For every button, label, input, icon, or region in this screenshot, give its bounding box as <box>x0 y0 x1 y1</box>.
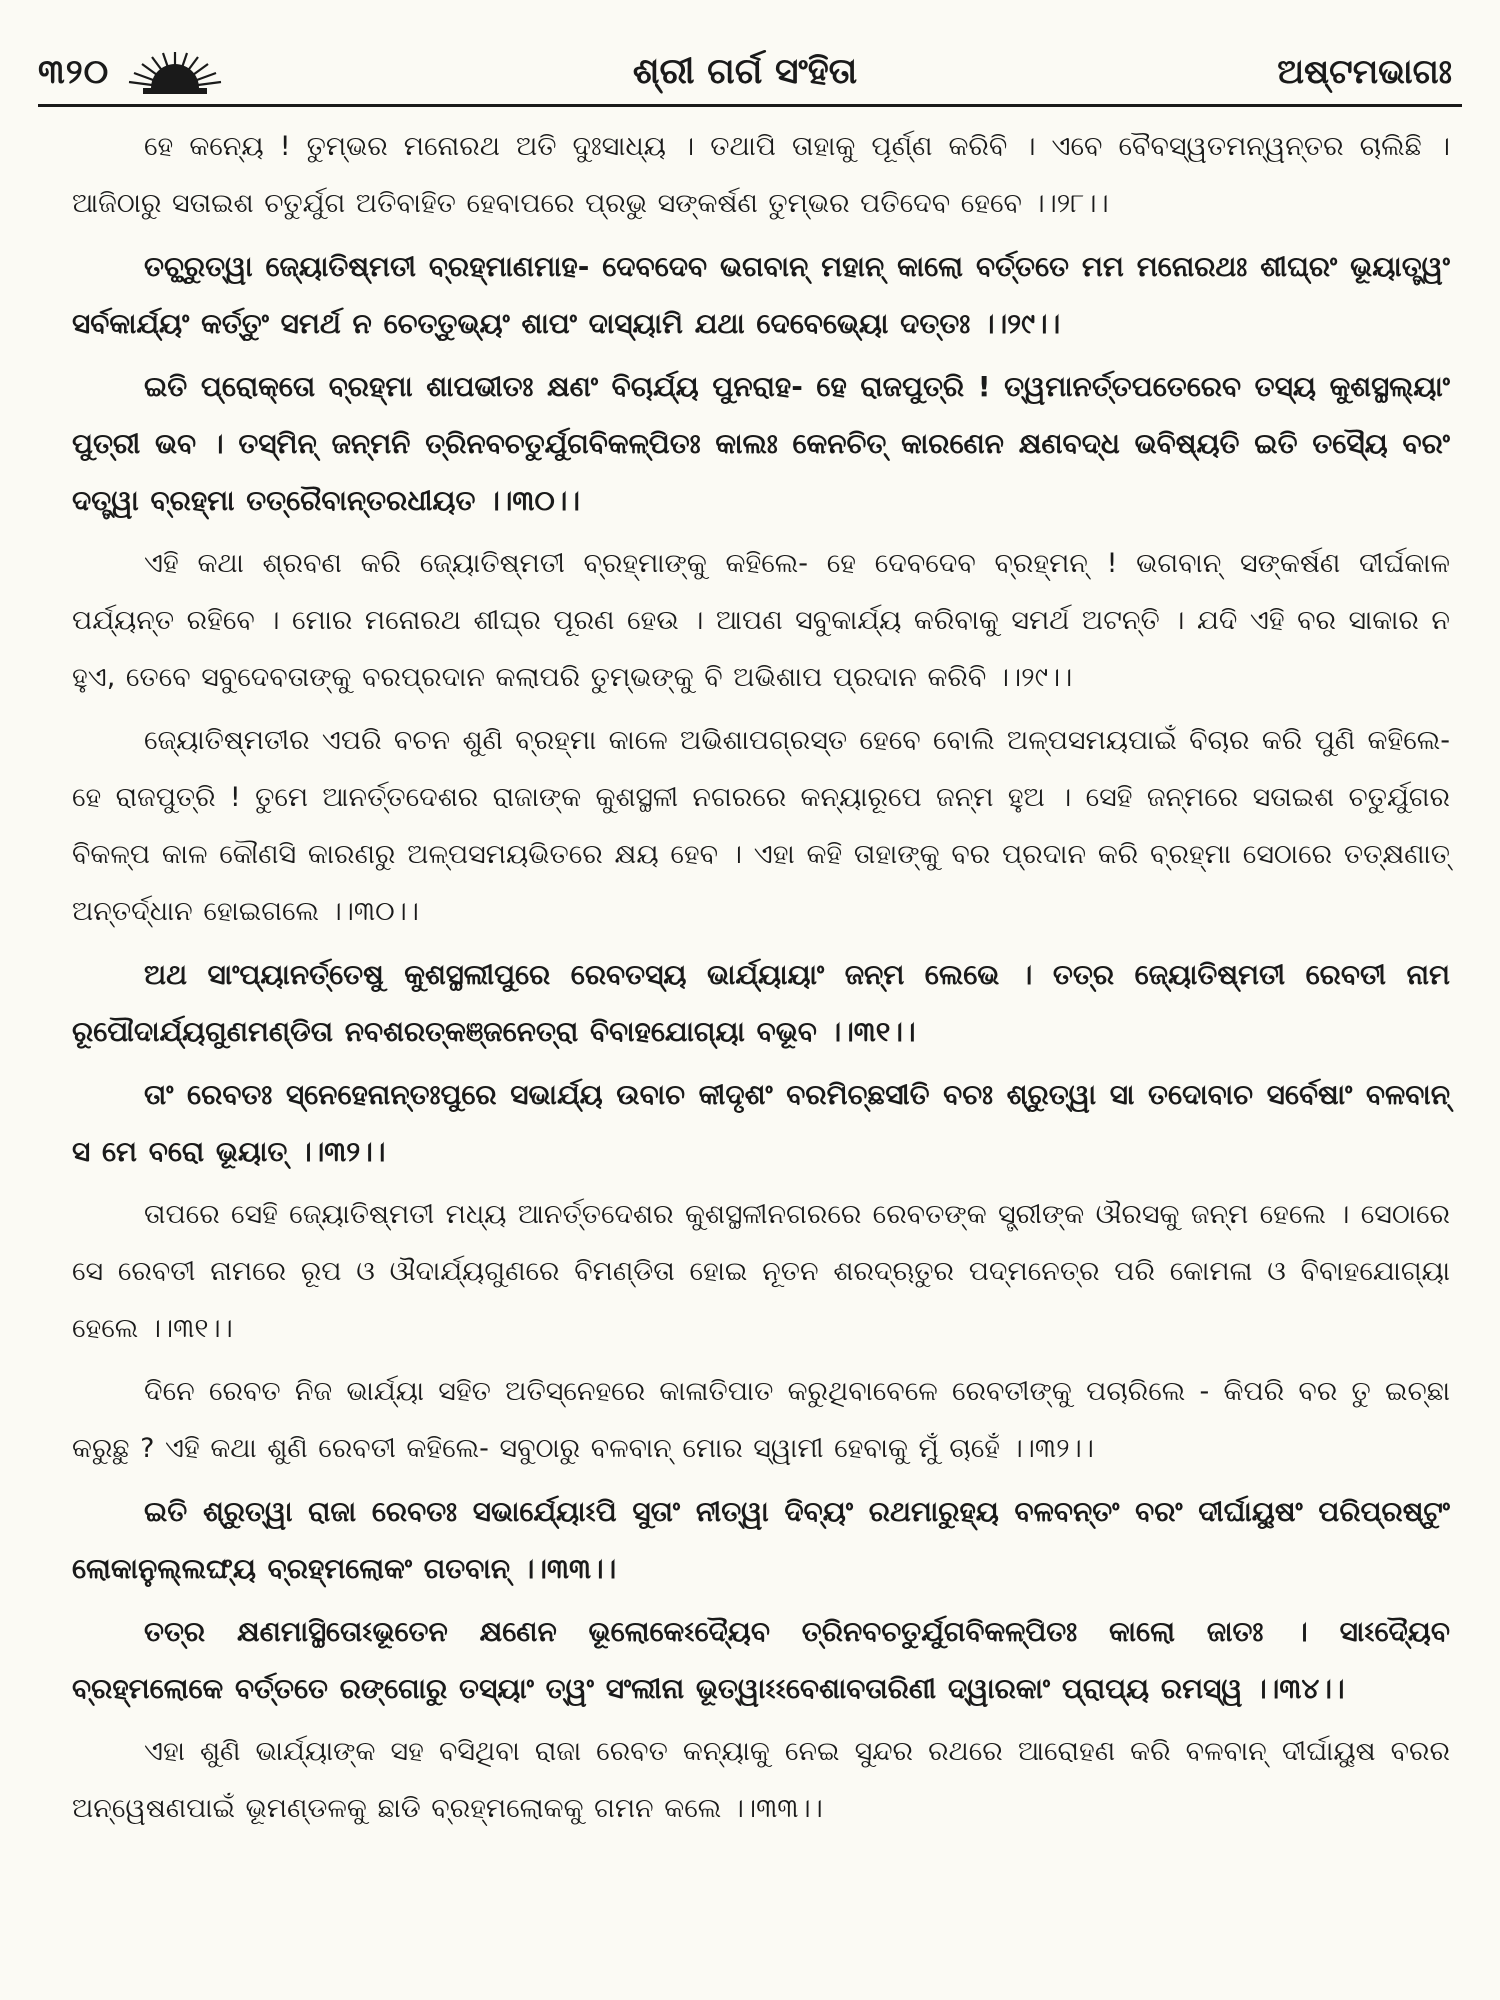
header-rule <box>38 104 1462 107</box>
paragraph: ଏହି କଥା ଶ୍ରବଣ କରି ଜ୍ୟୋତିଷ୍ମତୀ ବ୍ରହ୍ମାଙ୍କୁ କହିଲେ- ହେ ଦେବଦେବ ବ୍ରହ୍ମନ୍ ! ଭଗବାନ୍ ସଙ୍କର୍ଷଣ ଦୀର୍ଘକାଳ ପର୍ଯ୍ୟନ୍ତ ରହିବେ । ମୋର ମନୋରଥ ଶୀଘ୍ର ପୂରଣ ହେଉ । ଆପଣ ସବୁକାର୍ଯ୍ୟ କରିବାକୁ ସମର୍ଥ ଅଟନ୍ତି । ଯଦି ଏହି ବର ସାକାର ନ ହୁଏ, ତେବେ ସବୁଦେବତାଙ୍କୁ ବରପ୍ରଦାନ କଲାପରି ତୁମ୍ଭଙ୍କୁ ବି ଅଭିଶାପ ପ୍ରଦାନ କରିବି ।।୨୯।। <box>72 548 1450 693</box>
paragraph: ଜ୍ୟୋତିଷ୍ମତୀର ଏପରି ବଚନ ଶୁଣି ବ୍ରହ୍ମା କାଳେ ଅଭିଶାପଗ୍ରସ୍ତ ହେବେ ବୋଲି ଅଳ୍ପସମୟପାଇଁ ବିଚାର କରି ପୁଣି କହିଲେ- ହେ ରାଜପୁତ୍ରି ! ତୁମେ ଆନର୍ତ୍ତଦେଶର ରାଜାଙ୍କ କୁଶସ୍ଥଳୀ ନଗରରେ କନ୍ୟାରୂପେ ଜନ୍ମ ହୁଅ । ସେହି ଜନ୍ମରେ ସତାଇଶ ଚତୁର୍ଯୁଗର ବିକଳ୍ପ କାଳ କୌଣସି କାରଣରୁ ଅଳ୍ପସମୟଭିତରେ କ୍ଷୟ ହେବ । ଏହା କହି ତାହାଙ୍କୁ ବର ପ୍ରଦାନ କରି ବ୍ରହ୍ମା ସେଠାରେ ତତ୍କ୍ଷଣାତ୍ ଅନ୍ତର୍ଦ୍ଧାନ ହୋଇଗଲେ ।।୩୦।। <box>72 725 1450 927</box>
body-text <box>72 118 1450 1843</box>
paragraph: ହେ କନ୍ୟେ ! ତୁମ୍ଭର ମନୋରଥ ଅତି ଦୁଃସାଧ୍ୟ । ତଥାପି ତାହାକୁ ପୂର୍ଣ୍ଣ କରିବି । ଏବେ ବୈବସ୍ୱତମନ୍ୱନ୍ତର ଚାଲିଛି । ଆଜିଠାରୁ ସତାଇଶ ଚତୁର୍ଯୁଗ ଅତିବାହିତ ହେବାପରେ ପ୍ରଭୁ ସଙ୍କର୍ଷଣ ତୁମ୍ଭର ପତିଦେବ ହେବେ ।।୨୮।। <box>72 131 1450 219</box>
sanskrit-verse: ଅଥ ସାଂପ୍ୟାନର୍ତ୍ତେଷୁ କୁଶସ୍ଥଲୀପୁରେ ରେବତସ୍ୟ ଭାର୍ଯ୍ୟାୟାଂ ଜନ୍ମ ଲେଭେ । ତତ୍ର ଜ୍ୟୋତିଷ୍ମତୀ ରେବତୀ ନାମ ରୂପୌଦାର୍ଯ୍ୟଗୁଣମଣ୍ଡିତା ନବଶରତ୍କଞ୍ଜନେତ୍ରା ବିବାହଯୋଗ୍ୟା ବଭୂବ ।।୩୧।। <box>72 958 1450 1048</box>
sanskrit-verse: ଇତି ଶ୍ରୁତ୍ୱା ରାଜା ରେବତଃ ସଭାର୍ଯ୍ୟୋଽପି ସୁତାଂ ନୀତ୍ୱା ଦିବ୍ୟଂ ରଥମାରୁହ୍ୟ ବଳବନ୍ତଂ ବରଂ ଦୀର୍ଘାୟୁଷଂ ପରିପ୍ରଷ୍ଟୁଂ ଲୋକାନୁଲ୍ଲଙ୍ଘ୍ୟ ବ୍ରହ୍ମଲୋକଂ ଗତବାନ୍ ।।୩୩।। <box>72 1495 1450 1585</box>
sanskrit-verse: ଇତି ପ୍ରୋକ୍ତୋ ବ୍ରହ୍ମା ଶାପଭୀତଃ କ୍ଷଣଂ ବିଚାର୍ଯ୍ୟ ପୁନରାହ- ହେ ରାଜପୁତ୍ରି ! ତ୍ୱମାନର୍ତ୍ତପତେରେବ ତସ୍ୟ କୁଶସ୍ଥଲ୍ୟାଂ ପୁତ୍ରୀ ଭବ । ତସ୍ମିନ୍ ଜନ୍ମନି ତ୍ରିନବଚତୁର୍ଯୁଗବିକଳ୍ପିତଃ କାଲଃ କେନଚିତ୍ କାରଣେନ କ୍ଷଣବଦ୍ଧ ଭବିଷ୍ୟତି ଇତି ତସ୍ୟୈ ବରଂ ଦତ୍ତ୍ୱା ବ୍ରହ୍ମା ତତ୍ରୈବାନ୍ତରଧୀୟତ ।।୩୦।। <box>72 370 1450 517</box>
paragraph: ତାପରେ ସେହି ଜ୍ୟୋତିଷ୍ମତୀ ମଧ୍ୟ ଆନର୍ତ୍ତଦେଶର କୁଶସ୍ଥଳୀନଗରରେ ରେବତଙ୍କ ସ୍ତ୍ରୀଙ୍କ ଔରସକୁ ଜନ୍ମ ହେଲେ । ସେଠାରେ ସେ ରେବତୀ ନାମରେ ରୂପ ଓ ଔଦାର୍ଯ୍ୟଗୁଣରେ ବିମଣ୍ଡିତା ହୋଇ ନୂତନ ଶରଦ୍‌ଋତୁର ପଦ୍ମନେତ୍ର ପରି କୋମଳା ଓ ବିବାହଯୋଗ୍ୟା ହେଲେ ।।୩୧।। <box>72 1199 1450 1344</box>
part-title: ଅଷ୍ଟମଭାଗଃ <box>1277 52 1452 92</box>
page-number: ୩୨୦ <box>38 52 110 92</box>
book-title: ଶ୍ରୀ ଗର୍ଗ ସଂହିତା <box>632 51 858 92</box>
sanskrit-verse: ତାଂ ରେବତଃ ସ୍ନେହେନାନ୍ତଃପୁରେ ସଭାର୍ଯ୍ୟ ଉବାଚ କୀଦୃଶଂ ବରମିଚ୍ଛସୀତି ବଚଃ ଶ୍ରୁତ୍ୱା ସା ତଦୋବାଚ ସର୍ବେଷାଂ ବଳବାନ୍ ସ ମେ ବରୋ ଭୂୟାତ୍ ।।୩୨।। <box>72 1078 1450 1168</box>
paragraph: ଏହା ଶୁଣି ଭାର୍ଯ୍ୟାଙ୍କ ସହ ବସିଥିବା ରାଜା ରେବତ କନ୍ୟାକୁ ନେଇ ସୁନ୍ଦର ରଥରେ ଆରୋହଣ କରି ବଳବାନ୍ ଦୀର୍ଘାୟୁଷ ବରର ଅନ୍ୱେଷଣପାଇଁ ଭୂମଣ୍ଡଳକୁ ଛାଡି ବ୍ରହ୍ମଲୋକକୁ ଗମନ କଲେ ।।୩୩।। <box>72 1736 1450 1824</box>
sanskrit-verse: ତତ୍ର କ୍ଷଣମାସ୍ଥିତୋଽଭୂତେନ କ୍ଷଣେନ ଭୂଲୋକେଽଦ୍ୟୈବ ତ୍ରିନବଚତୁର୍ଯୁଗବିକଳ୍ପିତଃ କାଲୋ ଜାତଃ । ସାଽଦ୍ୟୈବ ବ୍ରହ୍ମଲୋକେ ବର୍ତ୍ତତେ ରଙ୍ଗୋରୁ ତସ୍ୟାଂ ତ୍ୱଂ ସଂଲୀନା ଭୂତ୍ୱାଽଽବେଶାବତାରିଣୀ ଦ୍ୱାରକାଂ ପ୍ରାପ୍ୟ ରମସ୍ୱ ।।୩୪।। <box>72 1615 1450 1705</box>
paragraph: ଦିନେ ରେବତ ନିଜ ଭାର୍ଯ୍ୟା ସହିତ ଅତିସ୍ନେହରେ କାଳାତିପାତ କରୁଥିବାବେଳେ ରେବତୀଙ୍କୁ ପଚାରିଲେ - କିପରି ବର ତୁ ଇଚ୍ଛା କରୁଛୁ ? ଏହି କଥା ଶୁଣି ରେବତୀ କହିଲେ- ସବୁଠାରୁ ବଳବାନ୍ ମୋର ସ୍ୱାମୀ ହେବାକୁ ମୁଁ ଚାହେଁ ।।୩୨।। <box>72 1376 1450 1464</box>
page-header <box>38 40 1452 104</box>
header-left <box>38 48 227 96</box>
rising-sun-icon <box>123 48 227 96</box>
sanskrit-verse: ତଚ୍ଛ୍ରୁତ୍ୱା ଜ୍ୟୋତିଷ୍ମତୀ ବ୍ରହ୍ମାଣମାହ- ଦେବଦେବ ଭଗବାନ୍ ମହାନ୍ କାଲୋ ବର୍ତ୍ତତେ ମମ ମନୋରଥଃ ଶୀଘ୍ରଂ ଭୂୟାତ୍ତ୍ୱଂ ସର୍ବକାର୍ଯ୍ୟଂ କର୍ତ୍ତୁଂ ସମର୍ଥ ନ ଚେତ୍ତୁଭ୍ୟଂ ଶାପଂ ଦାସ୍ୟାମି ଯଥା ଦେବେଭ୍ୟୋ ଦତ୍ତଃ ।।୨୯।। <box>72 250 1450 340</box>
